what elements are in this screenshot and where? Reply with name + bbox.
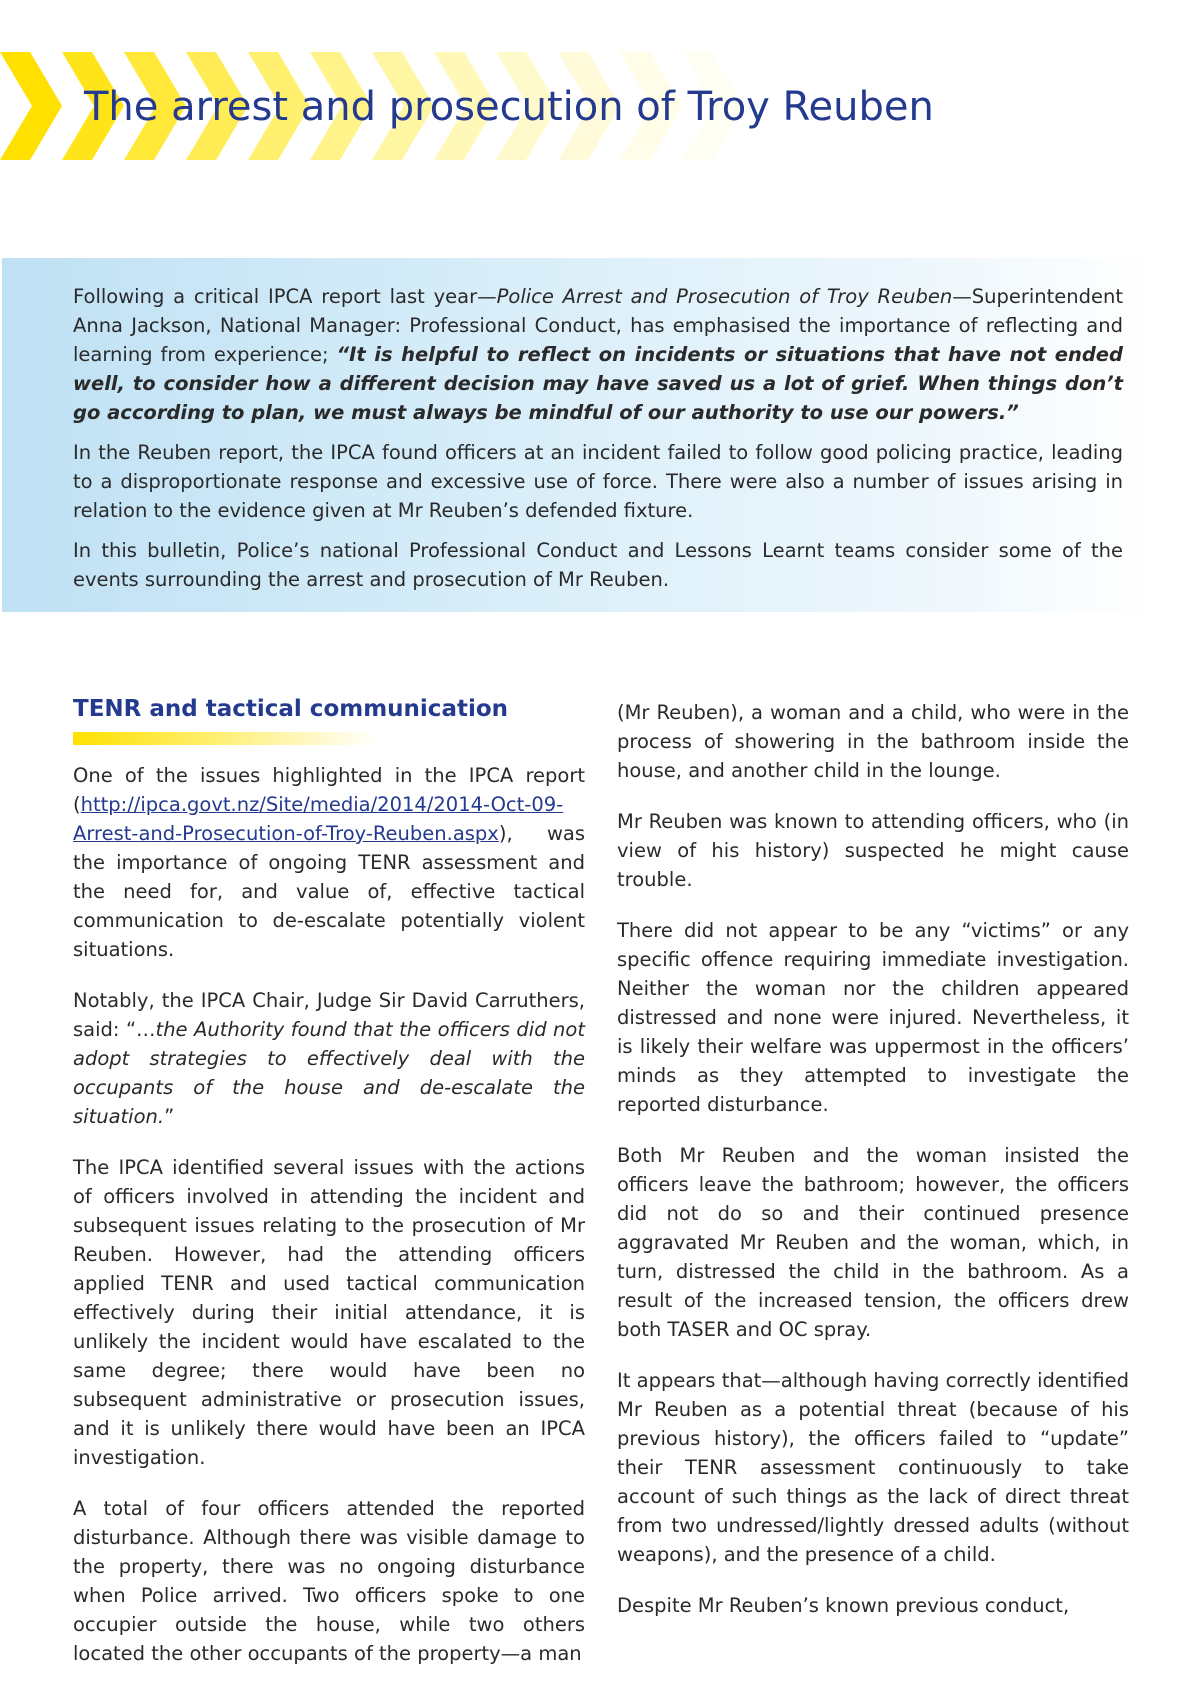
body-paragraph: Mr Reuben was known to attending officers, who (in view of his history) suspected he might cause trouble. [617,810,1129,891]
intro-panel [2,258,1157,612]
body-text: ” [164,1105,175,1128]
body-text: ), was the importance of ongoing TENR assessment and the need for, and value of, effective tactical communication to de-escalate potentially violent situations. [73,822,585,961]
report-title-italic: Police Arrest and Prosecution of Troy Reuben [496,285,953,308]
body-paragraph: It appears that—although having correctly identified Mr Reuben as a potential threat (because of his previous history), the officers failed to “update” their TENR assessment continuously to take account of such things as the lack of direct threat from two undressed/lightly dressed adults (without weapons), and the presence of a child. [617,1369,1129,1566]
body-text: One of the issues highlighted in the IPCA report ( [73,764,585,816]
page-title: The arrest and prosecution of Troy Reuben [84,84,934,130]
pull-quote: “It is helpful to reflect on incidents or situations that have not ended well, to consider how a different decision may have saved us a lot of grief. When things don’t go according to plan, we must always be mindful of our authority to use our powers.” [73,343,1123,424]
body-paragraph: The IPCA identified several issues with the actions of officers involved in attending the incident and subsequent issues relating to the prosecution of Mr Reuben. However, had the attending officers applied TENR and used tactical communication effectively during their initial attendance, it is unlikely the incident would have escalated to the same degree; there would have been no subsequent administrative or prosecution issues, and it is unlikely there would have been an IPCA investigation. [73,1156,585,1469]
right-column [617,698,1129,1642]
left-column [73,694,585,1690]
body-paragraph: There did not appear to be any “victims” or any specific offence requiring immediate investigation. Neither the woman nor the children appeared distressed and none were injured. Nevertheless, it is likely their welfare was uppermost in the officers’ minds as they attempted to investigate the reported disturbance. [617,919,1129,1116]
intro-paragraph-3: In this bulletin, Police’s national Professional Conduct and Lessons Learnt teams consider some of the events surrounding the arrest and prosecution of Mr Reuben. [73,539,1123,591]
body-paragraph: A total of four officers attended the reported disturbance. Although there was visible damage to the property, there was no ongoing disturbance when Police arrived. Two officers spoke to one occupier outside the house, while two others located the other occupants of the property—a man [73,1497,585,1665]
body-paragraph: (Mr Reuben), a woman and a child, who were in the process of showering in the bathroom inside the house, and another child in the lounge. [617,701,1129,782]
quote-italic: the Authority found that the officers did not adopt strategies to effectively deal with the occupants of the house and de-escalate the situation. [73,1018,585,1128]
page-header [0,0,1190,200]
section-heading: TENR and tactical communication [73,696,509,722]
body-paragraph: Despite Mr Reuben’s known previous conduct, [617,1594,1070,1617]
body-text: Notably, the IPCA Chair, Judge Sir David Carruthers, said: “… [73,989,585,1041]
intro-text: Following a critical IPCA report last year— [73,285,497,308]
body-paragraph [73,986,585,1131]
ipca-report-link[interactable]: http://ipca.govt.nz/Site/media/2014/2014-Oct-09-Arrest-and-Prosecution-of-Troy-Reuben.aspx [73,793,564,845]
body-paragraph [73,761,585,964]
intro-paragraph-2: In the Reuben report, the IPCA found officers at an incident failed to follow good policing practice, leading to a disproportionate response and excessive use of force. There were also a number of issues arising in relation to the evidence given at Mr Reuben’s defended fixture. [73,441,1123,522]
heading-underline-bar [73,732,378,745]
intro-text: —Superintendent Anna Jackson, National Manager: Professional Conduct, has emphasised the importance of reflecting and learning from experience; [73,285,1123,366]
body-paragraph: Both Mr Reuben and the woman insisted the officers leave the bathroom; however, the officers did not do so and their continued presence aggravated Mr Reuben and the woman, which, in turn, distressed the child in the bathroom. As a result of the increased tension, the officers drew both TASER and OC spray. [617,1144,1129,1341]
intro-paragraph-1 [73,282,1123,427]
